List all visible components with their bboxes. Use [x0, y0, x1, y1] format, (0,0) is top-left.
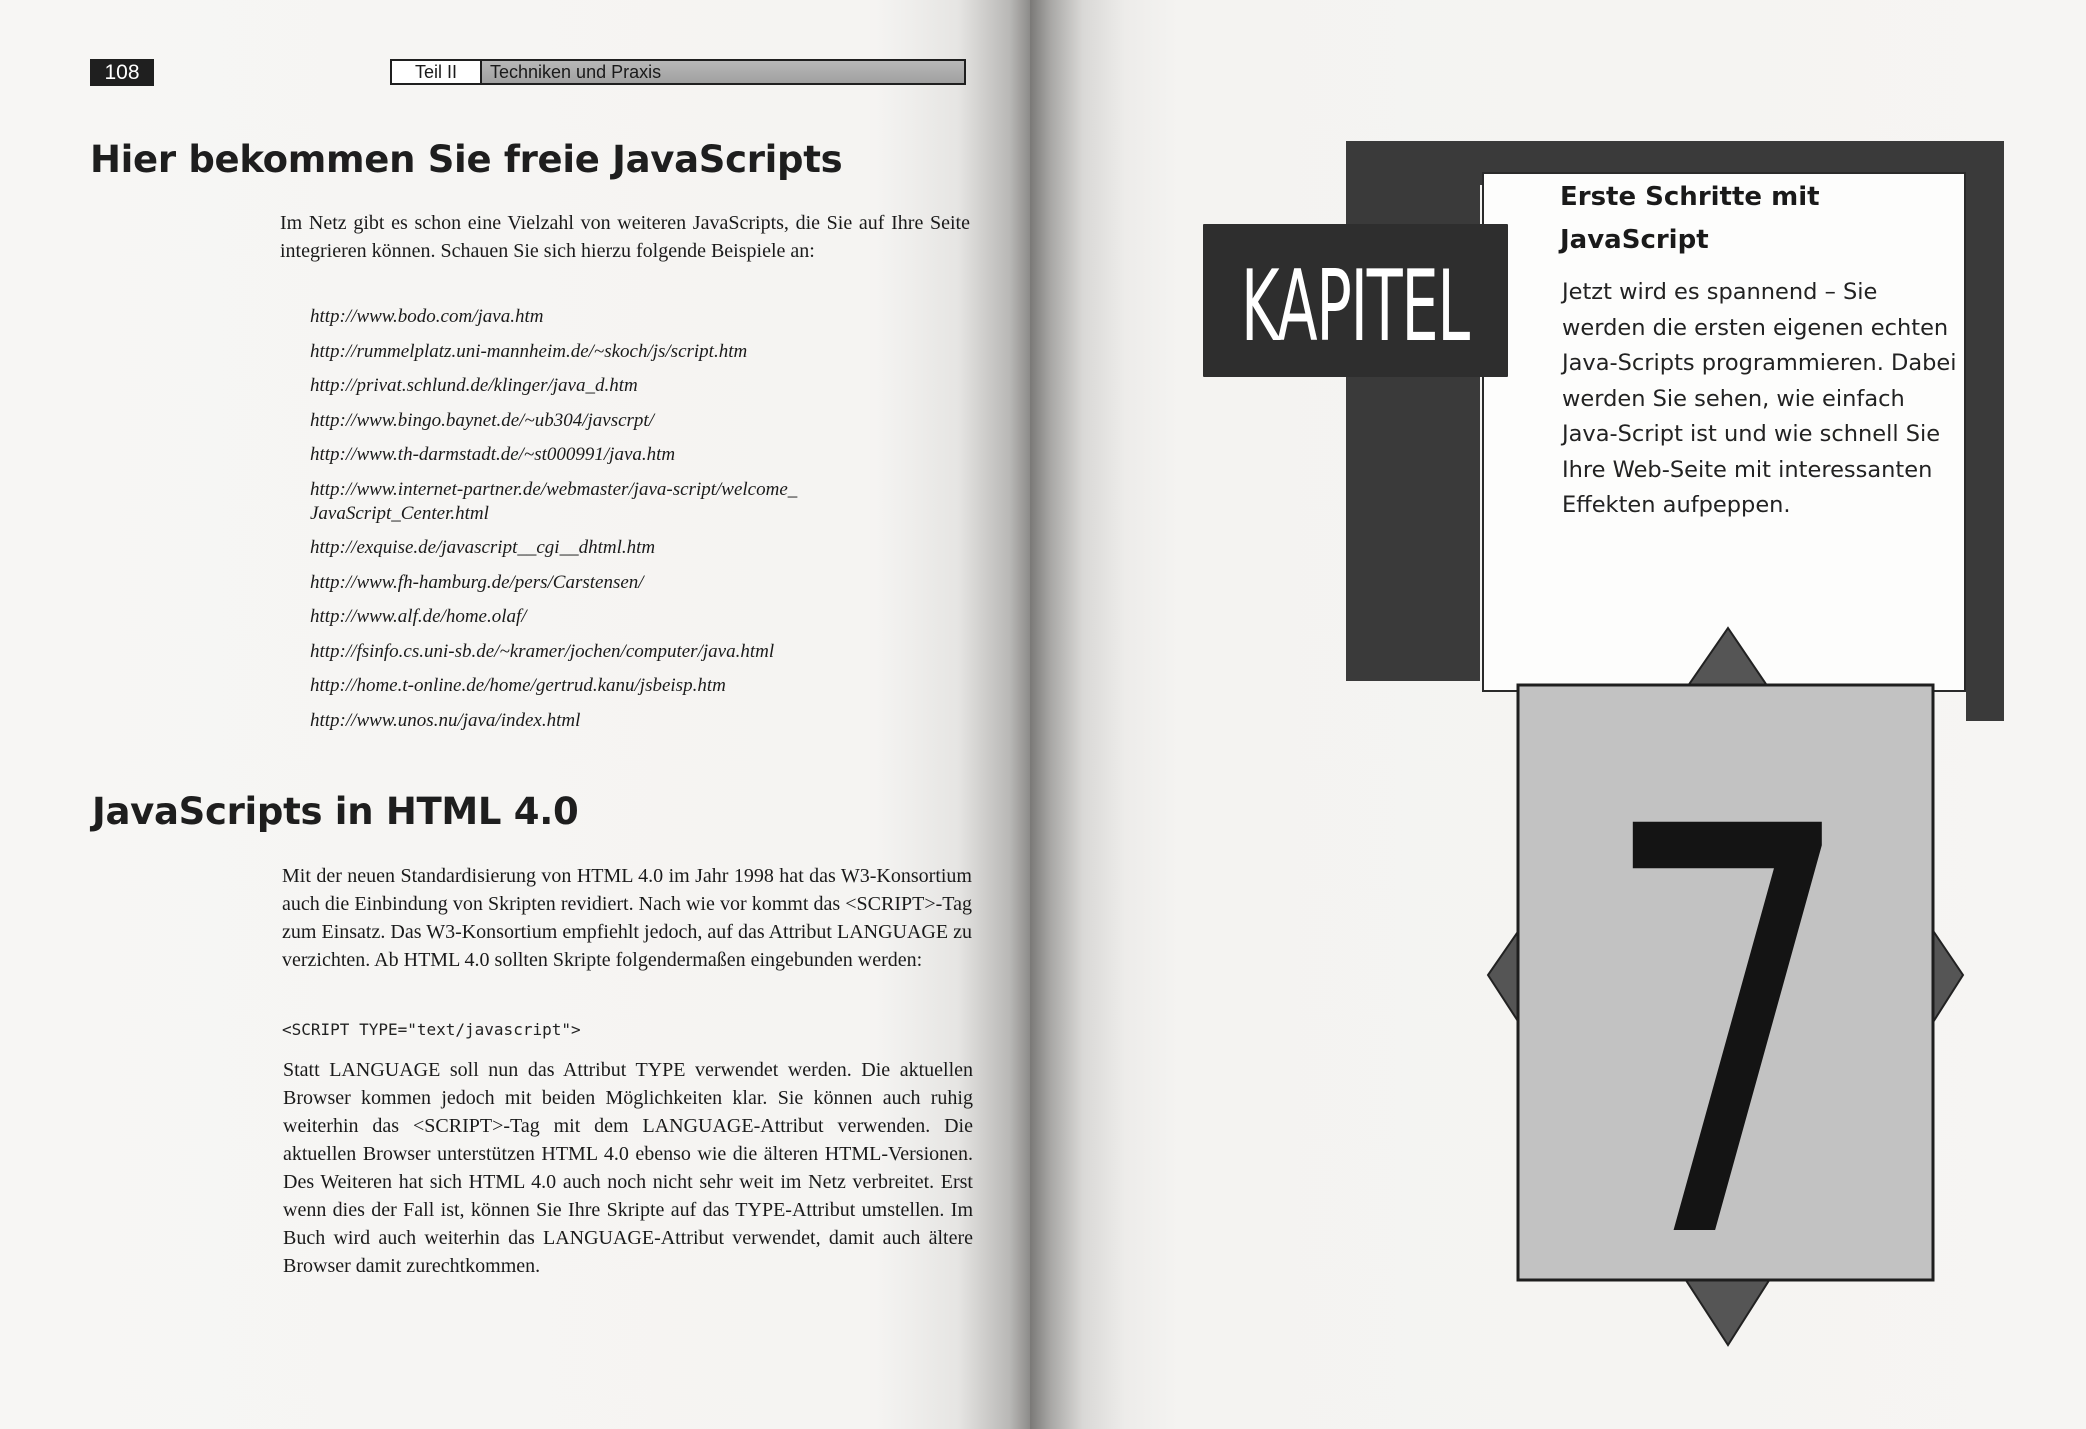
html4-paragraph-2: Statt LANGUAGE soll nun das Attribut TYPE verwendet werden. Die aktuellen Browser kommen jedoch mit beiden Möglichkeiten klar. Sie können auch ruhig weiterhin das <SCRIPT>-Tag mit dem LANGUAGE-Attribut verwenden. Die aktuellen Browser unterstützen HTML 4.0 ebenso wie die älteren HTML-Versionen. Des Weiteren hat sich HTML 4.0 auch noch nicht sehr weit im Netz verbreitet. Erst wenn dies der Fall ist, können Sie Ihre Skripte auf das TYPE-Attribut umstellen. Im Buch wird auch weiterhin das LANGUAGE-Attribut verwendet, damit auch ältere Browser damit zurechtkommen.	[283, 1059, 973, 1277]
intro-paragraph: Im Netz gibt es schon eine Vielzahl von weiteren JavaScripts, die Sie auf Ihre Seite integrieren können. Schauen Sie sich hierzu folgende Beispiele an:	[280, 212, 970, 262]
url-item: http://www.bingo.baynet.de/~ub304/javscrpt/	[310, 409, 654, 431]
url-item: http://www.th-darmstadt.de/~st000991/java.htm	[310, 444, 676, 465]
url-item: http://home.t-online.de/home/gertrud.kanu/jsbeisp.htm	[310, 675, 726, 696]
section-heading-html4: JavaScripts in HTML 4.0	[92, 790, 579, 833]
chapter-number: 7	[1599, 711, 1857, 1350]
url-item: http://www.internet-partner.de/webmaster/java-script/welcome_ JavaScript_Center.html	[310, 478, 798, 524]
url-item: http://privat.schlund.de/klinger/java_d.htm	[310, 375, 638, 396]
html4-paragraph-1: Mit der neuen Standardisierung von HTML 4.0 im Jahr 1998 hat das W3-Konsortium auch die Einbindung von Skripten revidiert. Nach wie vor kommt das <SCRIPT>-Tag zum Einsatz. Das W3-Konsortium empfiehlt jedoch, auf das Attribut LANGUAGE zu verzichten. Ab HTML 4.0 sollten Skripte folgendermaßen eingebunden werden:	[282, 865, 972, 971]
url-item: http://www.fh-hamburg.de/pers/Carstensen/	[310, 571, 644, 593]
left-page	[0, 0, 1030, 1429]
url-item: http://www.alf.de/home.olaf/	[310, 606, 527, 627]
url-item: http://rummelplatz.uni-mannheim.de/~skoch/js/script.htm	[310, 340, 748, 362]
url-item: http://www.unos.nu/java/index.html	[310, 709, 581, 731]
url-item: http://exquise.de/javascript__cgi__dhtml.htm	[310, 537, 656, 558]
url-item: http://www.bodo.com/java.htm	[310, 306, 544, 327]
page-number: 108	[90, 59, 154, 86]
chapter-label: KAPITEL	[1241, 250, 1469, 365]
running-head	[390, 59, 966, 85]
url-list	[310, 305, 950, 743]
chapter-intro-text: Jetzt wird es spannend – Sie werden die ersten eigenen echten Java-Scripts programmieren. Dabei werden Sie sehen, wie einfach Java-Script ist und wie schnell Sie Ihre Web-Seite mit interessanten Effekten aufpeppen.	[1562, 279, 1957, 518]
section-heading-free-javascripts: Hier bekommen Sie freie JavaScripts	[90, 138, 843, 181]
code-sample: <SCRIPT TYPE="text/javascript">	[282, 1020, 581, 1039]
chapter-label-box	[1203, 224, 1508, 377]
chapter-title: Erste Schritte mit JavaScript	[1560, 182, 1820, 255]
running-head-part: Teil II	[392, 61, 482, 83]
chapter-label-graphic	[1203, 224, 1508, 377]
running-head-title: Techniken und Praxis	[482, 61, 964, 83]
chapter-frame-stem	[1346, 141, 1480, 681]
chapter-number-graphic	[1478, 620, 1978, 1350]
url-item: http://fsinfo.cs.uni-sb.de/~kramer/jochen/computer/java.html	[310, 640, 775, 662]
